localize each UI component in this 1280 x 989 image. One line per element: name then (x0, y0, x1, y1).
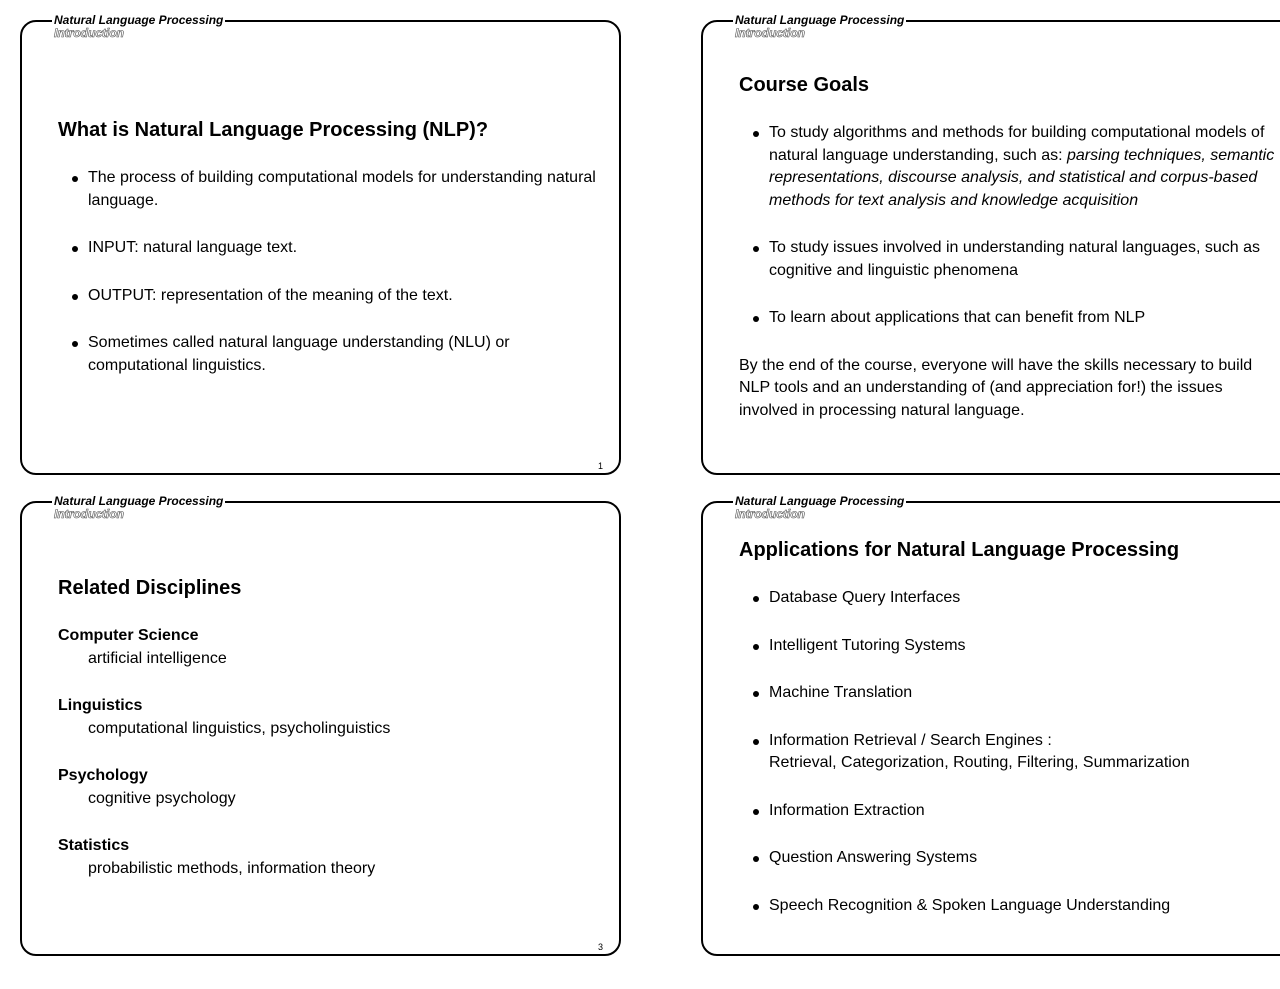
goal-methods: parsing techniques, semantic representations, discourse analysis, and statistical and corpus-based methods for text analysis and knowledge acquisition (769, 146, 1275, 209)
header-title: Natural Language Processing (54, 13, 224, 27)
header-section: Introduction (735, 26, 805, 40)
slide-heading: What is Natural Language Processing (NLP)? (58, 119, 489, 141)
list-item: Machine Translation (739, 682, 1280, 705)
discipline-desc: artificial intelligence (88, 649, 227, 667)
goal-text: To study algorithms and methods for building computational models of natural language understanding, such as: (769, 124, 1265, 164)
slide-header (733, 494, 906, 520)
list-item (739, 730, 1280, 775)
list-item: Information Extraction (739, 800, 1280, 823)
ir-title: Information Retrieval / Search Engines : (769, 731, 1052, 749)
discipline-term: Statistics (58, 837, 130, 854)
header-title: Natural Language Processing (54, 494, 224, 508)
slide-content (58, 576, 605, 880)
header-section: Introduction (54, 26, 124, 40)
ir-subline: Retrieval, Categorization, Routing, Filtering, Summarization (769, 754, 1190, 771)
list-item: Speech Recognition & Spoken Language Understanding (739, 895, 1280, 918)
discipline-term: Linguistics (58, 697, 143, 714)
list-item: Database Query Interfaces (739, 587, 1280, 610)
slide-header (733, 13, 906, 39)
slide-heading: Applications for Natural Language Processing (739, 539, 1180, 561)
slide-content (739, 538, 1280, 917)
slide-3 (20, 494, 621, 956)
list-item: Sometimes called natural language understanding (NLU) or computational linguistics. (58, 332, 605, 377)
page-number: 1 (597, 461, 603, 471)
bullet-list (58, 167, 605, 377)
header-section: Introduction (54, 507, 124, 521)
page-number: 3 (597, 942, 603, 952)
header-section: Introduction (735, 507, 805, 521)
header-title: Natural Language Processing (735, 494, 905, 508)
slide-heading: Related Disciplines (58, 577, 242, 599)
summary-paragraph: By the end of the course, everyone will have the skills necessary to build NLP tools and an understanding of (and appreciation for!) the issues involved in processing natural language. (739, 356, 1253, 419)
slide-2 (701, 13, 1280, 475)
discipline-term: Computer Science (58, 627, 199, 644)
list-item: The process of building computational models for understanding natural language. (58, 167, 605, 212)
list-item (739, 122, 1280, 212)
discipline-item (58, 695, 605, 740)
list-item: To learn about applications that can benefit from NLP (739, 307, 1280, 330)
bullet-list (739, 122, 1280, 330)
list-item: Question Answering Systems (739, 847, 1280, 870)
discipline-item (58, 625, 605, 670)
slide-1 (20, 13, 621, 475)
bullet-list (739, 587, 1280, 917)
slide-4 (701, 494, 1280, 956)
slide-content (58, 118, 605, 377)
list-item: To study issues involved in understanding natural languages, such as cognitive and linguistic phenomena (739, 237, 1280, 282)
list-item: INPUT: natural language text. (58, 237, 605, 260)
discipline-term: Psychology (58, 767, 148, 784)
list-item: Intelligent Tutoring Systems (739, 635, 1280, 658)
header-title: Natural Language Processing (735, 13, 905, 27)
slide-heading: Course Goals (739, 74, 870, 96)
discipline-item (58, 835, 605, 880)
list-item: OUTPUT: representation of the meaning of the text. (58, 285, 605, 308)
slide-header (52, 494, 225, 520)
discipline-desc: cognitive psychology (88, 789, 236, 807)
discipline-item (58, 765, 605, 810)
discipline-desc: computational linguistics, psycholinguistics (88, 719, 391, 737)
discipline-desc: probabilistic methods, information theory (88, 859, 376, 877)
slide-header (52, 13, 225, 39)
slide-content (739, 73, 1280, 422)
